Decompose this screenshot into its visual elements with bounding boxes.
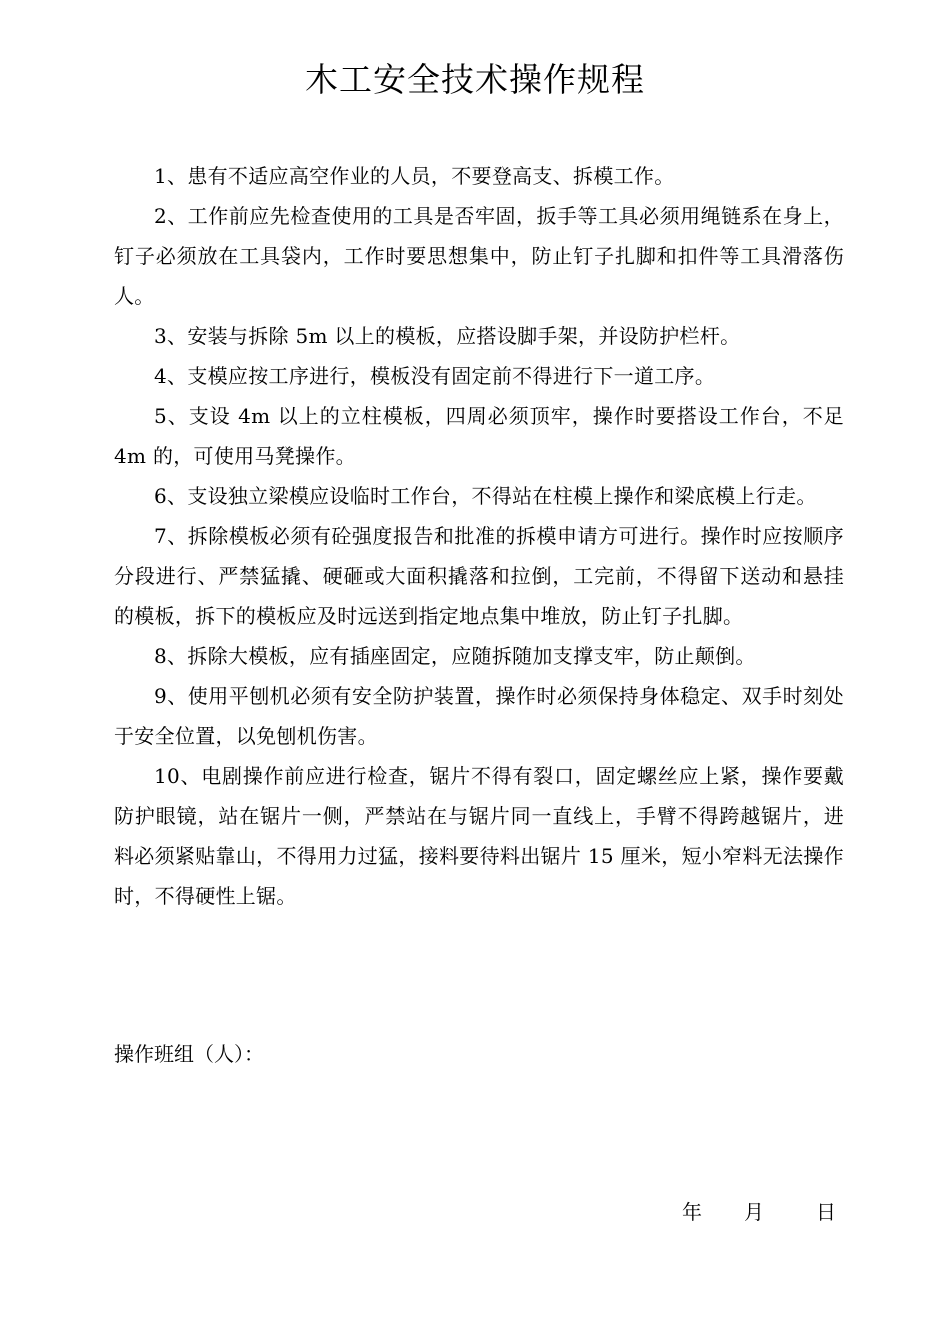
team-signature-label: 操作班组（人）： <box>114 1042 264 1066</box>
rule-paragraph-10: 10、电剧操作前应进行检查，锯片不得有裂口，固定螺丝应上紧，操作要戴防护眼镜，站在锯片一侧，严禁站在与锯片同一直线上，手臂不得跨越锯片，进料必须紧贴靠山，不得用力过猛，接料要待料出锯片 15 厘米，短小窄料无法操作时，不得硬性上锯。 <box>114 764 844 908</box>
rule-paragraph-6: 6、支设独立梁模应设临时工作台，不得站在柱模上操作和梁底模上行走。 <box>154 484 817 508</box>
date-day-label: 日 <box>816 1200 836 1224</box>
signature-date <box>682 1192 836 1232</box>
rule-paragraph-2: 2、工作前应先检查使用的工具是否牢固，扳手等工具必须用绳链系在身上，钉子必须放在工具袋内，工作时要思想集中，防止钉子扎脚和扣件等工具滑落伤人。 <box>114 204 844 308</box>
document-title: 木工安全技术操作规程 <box>305 60 645 99</box>
rule-paragraph-8: 8、拆除大模板，应有插座固定，应随拆随加支撑支牢，防止颠倒。 <box>154 644 756 668</box>
document-body <box>114 156 844 916</box>
rule-paragraph-1: 1、患有不适应高空作业的人员，不要登高支、拆模工作。 <box>154 164 675 188</box>
rule-paragraph-4: 4、支模应按工序进行，模板没有固定前不得进行下一道工序。 <box>154 364 716 388</box>
rule-paragraph-5: 5、支设 4m 以上的立柱模板，四周必须顶牢，操作时要搭设工作台，不足 4m 的，可使用马凳操作。 <box>114 404 844 468</box>
date-month-label: 月 <box>744 1200 764 1224</box>
rule-paragraph-3: 3、安装与拆除 5m 以上的模板，应搭设脚手架，并设防护栏杆。 <box>154 324 741 348</box>
rule-paragraph-9: 9、使用平刨机必须有安全防护装置，操作时必须保持身体稳定、双手时刻处于安全位置，以免刨机伤害。 <box>114 684 844 748</box>
rule-paragraph-7: 7、拆除模板必须有砼强度报告和批准的拆模申请方可进行。操作时应按顺序分段进行、严禁猛撬、硬砸或大面积撬落和拉倒，工完前，不得留下送动和悬挂的模板，拆下的模板应及时远送到指定地点集中堆放，防止钉子扎脚。 <box>114 524 844 628</box>
date-year-label: 年 <box>682 1200 702 1224</box>
